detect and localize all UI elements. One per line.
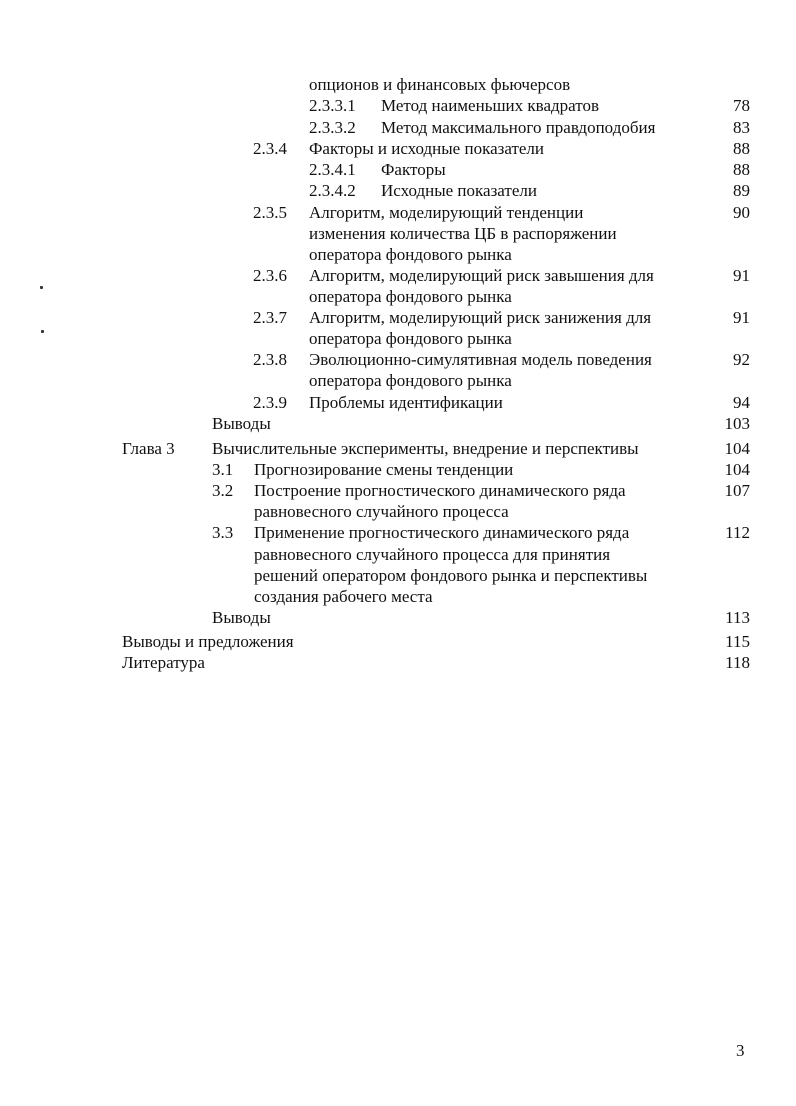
scan-speck <box>40 286 43 289</box>
toc-page: 92 <box>733 350 750 369</box>
toc-number: 3.1 <box>212 460 234 479</box>
scan-speck <box>41 330 44 333</box>
toc-text: Выводы <box>212 414 271 433</box>
toc-page: 113 <box>725 608 750 627</box>
toc-number: 2.3.6 <box>253 266 287 285</box>
toc-page: 104 <box>724 439 750 458</box>
toc-text: оператора фондового рынка <box>309 371 512 390</box>
toc-page: 94 <box>733 393 750 412</box>
toc-page: 91 <box>733 266 750 285</box>
toc-number: 3.3 <box>212 523 234 542</box>
toc-page: 103 <box>724 414 750 433</box>
toc-text: равновесного случайного процесса для принятия <box>254 545 611 564</box>
toc-text: Алгоритм, моделирующий риск завышения для <box>309 266 654 285</box>
toc-text: равновесного случайного процесса <box>254 502 509 521</box>
toc-text: Метод максимального правдоподобия <box>381 118 656 137</box>
toc-number: 2.3.9 <box>253 393 287 412</box>
toc-chapter-label: Глава 3 <box>122 439 175 458</box>
toc-number: 2.3.8 <box>253 350 287 369</box>
toc-page: 115 <box>725 632 750 651</box>
toc-number: 2.3.4 <box>253 139 287 158</box>
toc-number: 3.2 <box>212 481 234 500</box>
toc-text: Прогнозирование смены тенденции <box>254 460 514 479</box>
toc-text: Алгоритм, моделирующий тенденции <box>309 203 584 222</box>
toc-text: изменения количества ЦБ в распоряжении <box>309 224 617 243</box>
toc-text: Эволюционно-симулятивная модель поведения <box>309 350 652 369</box>
toc-page: 83 <box>733 118 750 137</box>
toc-text: оператора фондового рынка <box>309 287 512 306</box>
toc-number: 2.3.3.1 <box>309 96 356 115</box>
toc-page: 107 <box>724 481 750 500</box>
toc-number: 2.3.4.2 <box>309 181 356 200</box>
toc-page: 91 <box>733 308 750 327</box>
page-number: 3 <box>736 1041 745 1060</box>
toc-text: Построение прогностического динамического ряда <box>254 481 626 500</box>
toc-text: Вычислительные эксперименты, внедрение и перспективы <box>212 439 639 458</box>
toc-page: 89 <box>733 181 750 200</box>
toc-text: оператора фондового рынка <box>309 245 512 264</box>
toc-text: Исходные показатели <box>381 181 537 200</box>
toc-text: решений оператором фондового рынка и перспективы <box>254 566 648 585</box>
toc-text: Алгоритм, моделирующий риск занижения для <box>309 308 652 327</box>
toc-page: 90 <box>733 203 750 222</box>
toc-text: опционов и финансовых фьючерсов <box>309 75 571 94</box>
toc-text: Литература <box>122 653 205 672</box>
toc-text: Факторы <box>381 160 446 179</box>
toc-number: 2.3.4.1 <box>309 160 356 179</box>
toc-text: оператора фондового рынка <box>309 329 512 348</box>
toc-page: 104 <box>724 460 750 479</box>
toc-text: Применение прогностического динамического ряда <box>254 523 630 542</box>
toc-text: Факторы и исходные показатели <box>309 139 545 158</box>
toc-text: Выводы и предложения <box>122 632 294 651</box>
toc-number: 2.3.3.2 <box>309 118 356 137</box>
toc-number: 2.3.7 <box>253 308 287 327</box>
toc-page: 112 <box>725 523 750 542</box>
toc-page: 88 <box>733 139 750 158</box>
toc-page: 88 <box>733 160 750 179</box>
toc-page: 118 <box>725 653 750 672</box>
toc-text: Выводы <box>212 608 271 627</box>
toc-page: 78 <box>733 96 750 115</box>
toc-text: Метод наименьших квадратов <box>381 96 599 115</box>
toc-text: создания рабочего места <box>254 587 433 606</box>
toc-text: Проблемы идентификации <box>309 393 503 412</box>
toc-number: 2.3.5 <box>253 203 287 222</box>
